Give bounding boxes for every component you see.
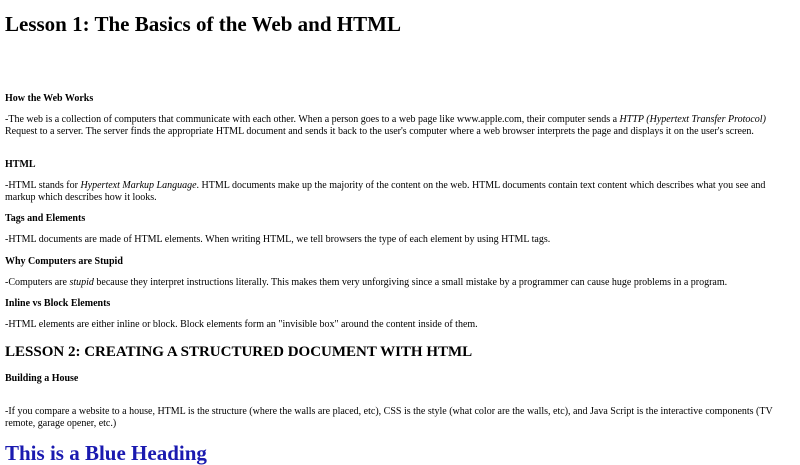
text-segment: . HTML documents make up the majority of the content on the web. HTML documents contain text content which describes what you see and markup which describes how it looks. (5, 180, 766, 203)
section-text-building-a-house: -If you compare a website to a house, HTML is the structure (where the walls are placed, etc), CSS is the style (what color are the walls, etc), and Java Script is the interactive components (TV remote, garage opener, etc.) (5, 406, 773, 429)
text-segment: -Computers are (5, 277, 70, 288)
section-text-why-computers-are-stupid (5, 277, 790, 289)
section-heading-inline-vs-block: Inline vs Block Elements (5, 298, 111, 309)
lesson2-title: LESSON 2: CREATING A STRUCTURED DOCUMENT WITH HTML (5, 344, 473, 360)
text-segment: Request to a server. The server finds the appropriate HTML document and sends it back to the user's computer where a web browser interprets the page and displays it on the user's screen. (5, 125, 754, 137)
section-heading-how-the-web-works: How the Web Works (5, 93, 94, 104)
section-heading-tags-and-elements: Tags and Elements (5, 213, 86, 224)
section-text-html (5, 180, 790, 203)
lesson1-title: Lesson 1: The Basics of the Web and HTML (5, 12, 401, 36)
emphasis-text: Hypertext Markup Language (80, 180, 197, 191)
section-text-how-the-web-works (5, 114, 790, 137)
section-heading-why-computers-are-stupid: Why Computers are Stupid (5, 256, 123, 267)
text-segment: -HTML documents are made of HTML elements. When writing HTML, we tell browsers the type of each element by using HTML tags. (5, 234, 551, 245)
section-heading-html: HTML (5, 159, 36, 170)
text-segment: -HTML stands for (5, 180, 81, 191)
text-segment: -HTML elements are either inline or block. Block elements form an "invisible box" around the content inside of them. (5, 319, 478, 330)
emphasis-text: HTTP (Hypertext Transfer Protocol) (619, 114, 766, 125)
section-text-tags-and-elements (5, 234, 790, 246)
section-heading-building-a-house: Building a House (5, 373, 79, 384)
emphasis-text: stupid (69, 277, 94, 288)
text-segment: because they interpret instructions literally. This makes them very unforgiving since a small mistake by a programmer can cause huge problems in a program. (93, 277, 728, 288)
blue-heading: This is a Blue Heading (5, 441, 207, 465)
text-segment: -The web is a collection of computers that communicate with each other. When a person goes to a web page like www.apple.com, their computer sends a (5, 114, 620, 125)
section-text-inline-vs-block (5, 319, 790, 331)
